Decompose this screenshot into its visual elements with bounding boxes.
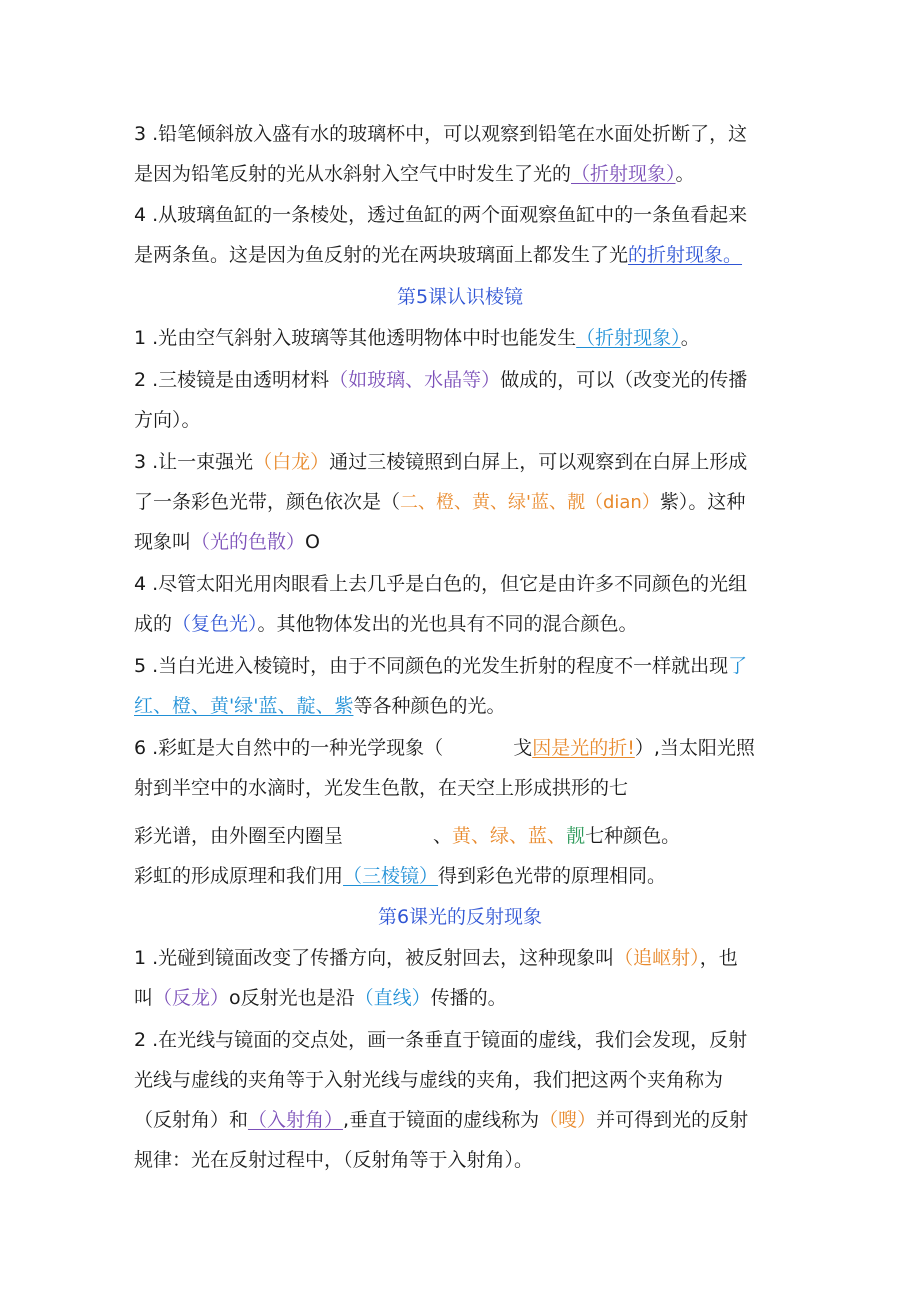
text: 得到彩色光带的原理相同。 bbox=[438, 865, 667, 887]
answer: （追岖射） bbox=[614, 947, 700, 969]
answer: （光的色散） bbox=[191, 531, 306, 553]
text: 紫）。这种 bbox=[659, 491, 746, 513]
answer: （如玻璃、水晶等） bbox=[329, 369, 501, 391]
text: 4 .从玻璃鱼缸的一条棱处，透过鱼缸的两个面观察鱼缸中的一条鱼看起来 bbox=[134, 204, 748, 226]
item-3-line-1 bbox=[134, 120, 794, 148]
text: 、 bbox=[433, 825, 453, 847]
text: 彩光谱，由外圈至内圈呈 bbox=[134, 825, 344, 847]
answer: 的折射现象。 bbox=[628, 244, 743, 266]
answer: （嗖） bbox=[539, 1109, 597, 1131]
answer: 黄、绿、蓝、 bbox=[452, 825, 567, 847]
text: o反射光也是沿 bbox=[229, 987, 355, 1009]
l5-item-1 bbox=[134, 324, 794, 352]
l5-item-3-line-3 bbox=[134, 528, 794, 556]
lesson-5-heading: 第5课认识棱镜 bbox=[396, 286, 524, 308]
text: 光线与虚线的夹角等于入射光线与虚线的夹角，我们把这两个夹角称为 bbox=[134, 1069, 724, 1091]
answer: （折射现象） bbox=[571, 163, 676, 185]
l6-item-2-line-2 bbox=[134, 1066, 794, 1094]
text: ，也 bbox=[699, 947, 738, 969]
text: 4 .尽管太阳光用肉眼看上去几乎是白色的，但它是由许多不同颜色的光组 bbox=[134, 573, 748, 595]
answer: 二、橙、黄、绿'蓝、靓（dian） bbox=[400, 492, 660, 513]
l5-item-3-line-1 bbox=[134, 448, 794, 476]
text: 。 bbox=[675, 163, 695, 185]
l6-item-2-line-3 bbox=[134, 1106, 794, 1134]
text: 成的 bbox=[134, 613, 173, 635]
text: 做成的，可以（改变光的传播 bbox=[500, 369, 748, 391]
item-4-line-2 bbox=[134, 241, 794, 269]
l5-item-5-line-2 bbox=[134, 692, 794, 720]
text: 规律：光在反射过程中，（反射角等于入射角）。 bbox=[134, 1149, 534, 1171]
answer: （直线） bbox=[354, 987, 431, 1009]
l5-item-3-line-2 bbox=[134, 488, 794, 517]
text: 现象叫 bbox=[134, 531, 192, 553]
answer: （三棱镜） bbox=[343, 865, 439, 887]
text: 了一条彩色光带，颜色依次是（ bbox=[134, 491, 401, 513]
text: 彩虹的形成原理和我们用 bbox=[134, 865, 344, 887]
l6-item-1-line-2 bbox=[134, 984, 794, 1012]
answer: 靓 bbox=[566, 825, 586, 847]
text: 七种颜色。 bbox=[585, 825, 681, 847]
answer: （反龙） bbox=[153, 987, 230, 1009]
answer: （白龙） bbox=[253, 451, 330, 473]
text: 1 .光碰到镜面改变了传播方向，被反射回去，这种现象叫 bbox=[134, 947, 615, 969]
text: 并可得到光的反射 bbox=[596, 1109, 749, 1131]
item-4-line-1 bbox=[134, 201, 794, 229]
text: 等各种颜色的光。 bbox=[353, 695, 506, 717]
text: 是两条鱼。这是因为鱼反射的光在两块玻璃面上都发生了光 bbox=[134, 244, 629, 266]
text: 2 .在光线与镜面的交点处，画一条垂直于镜面的虚线，我们会发现，反射 bbox=[134, 1029, 748, 1051]
text: 叫 bbox=[134, 987, 154, 1009]
text: 射到半空中的水滴时，光发生色散，在天空上形成拱形的七 bbox=[134, 777, 629, 799]
l5-item-6-line-2 bbox=[134, 774, 794, 802]
text: 方向）。 bbox=[134, 409, 201, 431]
answer: （折射现象） bbox=[576, 327, 681, 349]
answer: 了 bbox=[728, 655, 748, 677]
l5-item-5-line-1 bbox=[134, 652, 814, 680]
text: 5 .当白光进入棱镜时，由于不同颜色的光发生折射的程度不一样就出现 bbox=[134, 655, 729, 677]
text: 通过三棱镜照到白屏上，可以观察到在白屏上形成 bbox=[329, 451, 748, 473]
text: 。其他物体发出的光也具有不同的混合颜色。 bbox=[257, 613, 638, 635]
l5-item-2-line-1 bbox=[134, 366, 794, 394]
l5-item-2-line-2 bbox=[134, 406, 794, 434]
text: 。 bbox=[680, 327, 700, 349]
text: 1 .光由空气斜射入玻璃等其他透明物体中时也能发生 bbox=[134, 327, 577, 349]
l5-item-4-line-1 bbox=[134, 570, 794, 598]
l6-item-1-line-1 bbox=[134, 944, 794, 972]
text: ,垂直于镜面的虚线称为 bbox=[343, 1109, 540, 1131]
text: （反射角）和 bbox=[134, 1109, 249, 1131]
text: 3 .让一束强光 bbox=[134, 451, 254, 473]
text: O bbox=[305, 531, 320, 553]
text: 戈 bbox=[513, 737, 533, 759]
answer: （入射角） bbox=[248, 1109, 344, 1131]
text: 6 .彩虹是大自然中的一种光学现象（ bbox=[134, 737, 444, 759]
text: ）,当太阳光照 bbox=[634, 737, 755, 759]
text: 是因为铅笔反射的光从水斜射入空气中时发生了光的 bbox=[134, 163, 572, 185]
text: 传播的。 bbox=[430, 987, 507, 1009]
l5-item-4-line-2 bbox=[134, 610, 794, 638]
lesson-6-heading: 第6课光的反射现象 bbox=[377, 906, 543, 928]
l5-item-6-line-3 bbox=[134, 822, 794, 850]
item-3-line-2 bbox=[134, 160, 794, 188]
l6-item-2-line-1 bbox=[134, 1026, 794, 1054]
answer: （复色光） bbox=[172, 613, 258, 635]
l5-item-7 bbox=[134, 862, 794, 890]
answer: 因是光的折! bbox=[532, 737, 635, 759]
l6-item-2-line-4 bbox=[134, 1146, 794, 1174]
text: 3 .铅笔倾斜放入盛有水的玻璃杯中，可以观察到铅笔在水面处折断了，这 bbox=[134, 123, 748, 145]
text: 2 .三棱镜是由透明材料 bbox=[134, 369, 330, 391]
answer: 红、橙、黄'绿'蓝、靛、紫 bbox=[134, 695, 354, 717]
l5-item-6-line-1 bbox=[134, 734, 794, 762]
